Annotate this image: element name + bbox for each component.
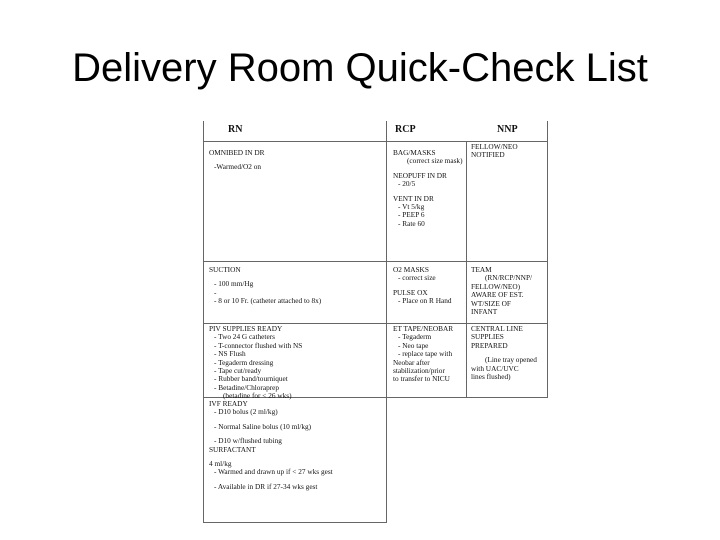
cell-line: - Rubber band/tourniquet xyxy=(214,374,288,384)
cell-line: - Two 24 G catheters xyxy=(214,332,275,342)
cell-r0-rcp xyxy=(393,149,465,259)
cell-r0-rn xyxy=(209,149,383,259)
slide-title: Delivery Room Quick-Check List xyxy=(72,46,648,90)
cell-line: - 20/5 xyxy=(398,179,416,189)
cell-line: - Tegaderm dressing xyxy=(214,357,274,367)
cell-line: Neobar after xyxy=(393,357,430,367)
cell-line: - xyxy=(214,287,217,297)
cell-line: O2 MASKS xyxy=(393,265,429,274)
cell-line: - Warmed and drawn up if < 27 wks gest xyxy=(214,467,333,477)
column-divider-rcp-nnp xyxy=(466,141,467,397)
column-divider-rn-rcp xyxy=(386,121,387,523)
cell-line: stabilization/prior xyxy=(393,366,445,376)
cell-r1-rcp xyxy=(393,266,465,321)
cell-line: WT/SIZE OF xyxy=(471,298,511,308)
row-divider-1 xyxy=(203,261,548,262)
cell-line: - NS Flush xyxy=(214,349,246,359)
cell-line: SUPPLIES xyxy=(471,332,504,342)
cell-line: FELLOW/NEO) xyxy=(471,281,521,291)
cell-line: ET TAPE/NEOBAR xyxy=(393,324,454,333)
cell-line: - correct size xyxy=(398,273,436,283)
cell-line: NEOPUFF IN DR xyxy=(393,170,447,180)
cell-line: NOTIFIED xyxy=(471,150,505,160)
cell-line: OMNIBED IN DR xyxy=(209,148,265,157)
cell-line: SUCTION xyxy=(209,265,241,274)
cell-line: CENTRAL LINE xyxy=(471,324,523,333)
cell-line: with UAC/UVC xyxy=(471,363,519,373)
cell-line: - 8 or 10 Fr. (catheter attached to 8x) xyxy=(214,296,322,306)
cell-line: PULSE OX xyxy=(393,287,428,297)
cell-line: -Warmed/O2 on xyxy=(214,162,262,172)
cell-line: - Neo tape xyxy=(398,340,429,350)
cell-line: - Tape cut/ready xyxy=(214,366,262,376)
cell-line: BAG/MASKS xyxy=(393,148,436,157)
cell-line: SURFACTANT xyxy=(209,444,256,454)
cell-line: lines flushed) xyxy=(471,372,511,382)
cell-line: - T-connector flushed with NS xyxy=(214,340,303,350)
cell-line: IVF READY xyxy=(209,399,248,408)
checklist-document xyxy=(203,121,548,523)
cell-line: - Available in DR if 27-34 wks gest xyxy=(214,481,318,491)
cell-line: - Tegaderm xyxy=(398,332,432,342)
cell-line: - 100 mm/Hg xyxy=(214,279,254,289)
cell-line: - Normal Saline bolus (10 ml/kg) xyxy=(214,421,312,431)
cell-line: - Vt 5/kg xyxy=(398,202,425,212)
right-border xyxy=(547,121,548,397)
left-border xyxy=(203,121,204,523)
cell-line: to transfer to NICU xyxy=(393,374,450,384)
cell-line: - PEEP 6 xyxy=(398,210,425,220)
cell-line: (correct size mask) xyxy=(407,156,463,166)
cell-line: - Rate 60 xyxy=(398,218,425,228)
cell-r2-rcp xyxy=(393,325,465,395)
cell-line: - D10 bolus (2 ml/kg) xyxy=(214,407,278,417)
cell-r1-nnp xyxy=(471,266,547,321)
cell-line: TEAM xyxy=(471,265,492,274)
table-header-row xyxy=(203,121,548,141)
cell-line: FELLOW/NEO xyxy=(471,142,518,151)
cell-line: (RN/RCP/NNP/ xyxy=(485,273,533,283)
cell-r0-nnp xyxy=(471,143,547,259)
cell-line: VENT IN DR xyxy=(393,193,434,203)
cell-r2-rn xyxy=(209,324,385,401)
cell-line: - D10 w/flushed tubing xyxy=(214,436,282,446)
cell-line: - Place on R Hand xyxy=(398,296,452,306)
cell-line: AWARE OF EST. xyxy=(471,290,524,300)
header-rcp: RCP xyxy=(395,124,416,135)
cell-r3-rn xyxy=(209,400,385,520)
bottom-border xyxy=(203,522,387,523)
cell-r2-nnp xyxy=(471,325,547,395)
cell-line: (betadine for < 26 wks) xyxy=(223,391,292,401)
cell-line: - replace tape with xyxy=(398,349,453,359)
header-rn: RN xyxy=(228,124,243,135)
cell-line: PREPARED xyxy=(471,340,508,350)
cell-line: 4 ml/kg xyxy=(209,459,232,469)
cell-line: (Line tray opened xyxy=(485,355,537,365)
cell-line: INFANT xyxy=(471,307,498,317)
cell-line: PIV SUPPLIES READY xyxy=(209,324,283,333)
cell-r1-rn xyxy=(209,266,385,321)
header-nnp: NNP xyxy=(497,124,518,135)
cell-line: - Betadine/Chloraprep xyxy=(214,382,280,392)
